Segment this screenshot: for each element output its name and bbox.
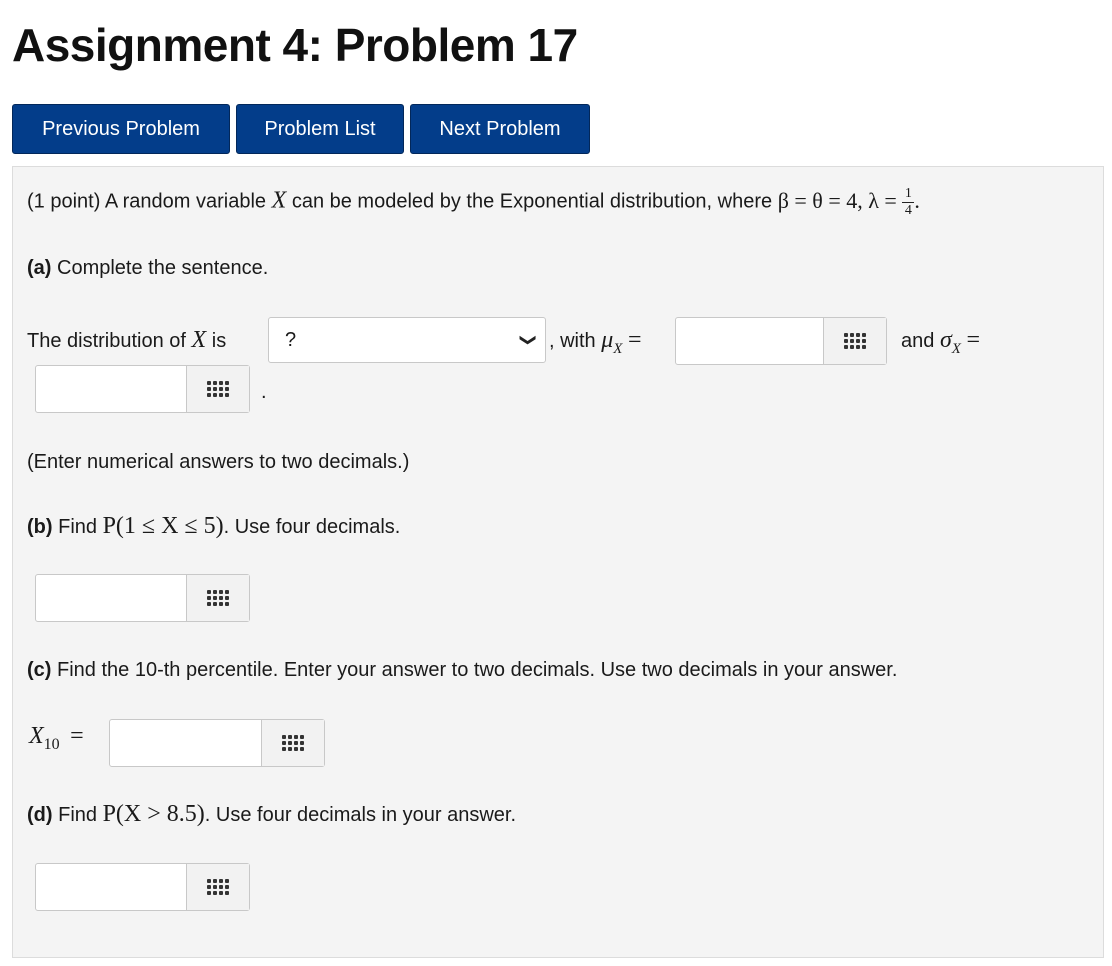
intro-text-b: can be modeled by the Exponential distribution, where	[291, 190, 773, 213]
grid-icon	[207, 879, 229, 895]
mean-answer	[675, 317, 887, 365]
problem-nav	[12, 104, 590, 154]
intro-text-a: A random variable	[104, 190, 267, 213]
mean-label: , with $\mu_X$ =	[549, 327, 642, 357]
part-a-heading	[27, 257, 268, 280]
grid-icon	[282, 735, 304, 751]
sd-label: and $\sigma_X$ =	[901, 327, 981, 357]
part-a-note: (Enter numerical answers to two decimals.)	[27, 451, 410, 473]
part-c-input[interactable]	[110, 720, 262, 766]
part-b-answer	[35, 574, 250, 622]
grid-icon	[207, 381, 229, 397]
grid-icon	[207, 590, 229, 606]
part-d-answer	[35, 863, 250, 911]
part-d-input[interactable]	[36, 864, 187, 910]
sd-answer	[35, 365, 250, 413]
mean-input[interactable]	[676, 318, 824, 364]
part-d-expression: P(X > 8.5)	[102, 801, 205, 827]
part-a-label: (a)	[27, 257, 52, 279]
distribution-select-value: ?	[285, 328, 297, 351]
part-d-equation-editor-button[interactable]	[187, 864, 249, 910]
fraction-numerator: 1	[904, 186, 912, 201]
sd-input[interactable]	[36, 366, 187, 412]
var-x: X	[271, 187, 287, 214]
part-b-input[interactable]	[36, 575, 187, 621]
params-expression: β = θ = 4, λ =	[777, 187, 897, 213]
next-problem-button[interactable]: Next Problem	[410, 104, 590, 154]
grid-icon	[844, 333, 866, 349]
percentile-label: $X_{10}$ =	[29, 723, 84, 753]
part-b-heading: (b) Find P(1 ≤ X ≤ 5). Use four decimals.	[27, 513, 401, 539]
chevron-down-icon: ❯	[519, 333, 537, 347]
part-c-equation-editor-button[interactable]	[262, 720, 324, 766]
part-b-expression: P(1 ≤ X ≤ 5)	[102, 513, 224, 539]
part-c-answer	[109, 719, 325, 767]
problem-list-button[interactable]: Problem List	[236, 104, 404, 154]
part-a-text: Complete the sentence.	[57, 257, 269, 279]
mean-equation-editor-button[interactable]	[824, 318, 886, 364]
part-c-heading: (c) Find the 10-th percentile. Enter your answer to two decimals. Use two decimals in your answer.	[27, 659, 898, 681]
previous-problem-button[interactable]: Previous Problem	[12, 104, 230, 154]
sd-equation-editor-button[interactable]	[187, 366, 249, 412]
page-title: Assignment 4: Problem 17	[12, 19, 578, 71]
distribution-select[interactable]	[268, 317, 546, 363]
fraction	[902, 187, 914, 218]
part-d-heading: (d) Find P(X > 8.5). Use four decimals in your answer.	[27, 801, 517, 827]
problem-panel	[12, 166, 1104, 958]
sentence-start: The distribution of X is	[27, 327, 227, 353]
sentence-period: .	[261, 381, 267, 403]
fraction-denominator: 4	[904, 203, 912, 218]
part-b-equation-editor-button[interactable]	[187, 575, 249, 621]
problem-statement: (1 point) A random variable X can be modeled by the Exponential distribution, where β = θ = 4, λ = $\frac{1}{4}$ .	[27, 186, 920, 218]
points-label: (1 point)	[27, 190, 101, 213]
